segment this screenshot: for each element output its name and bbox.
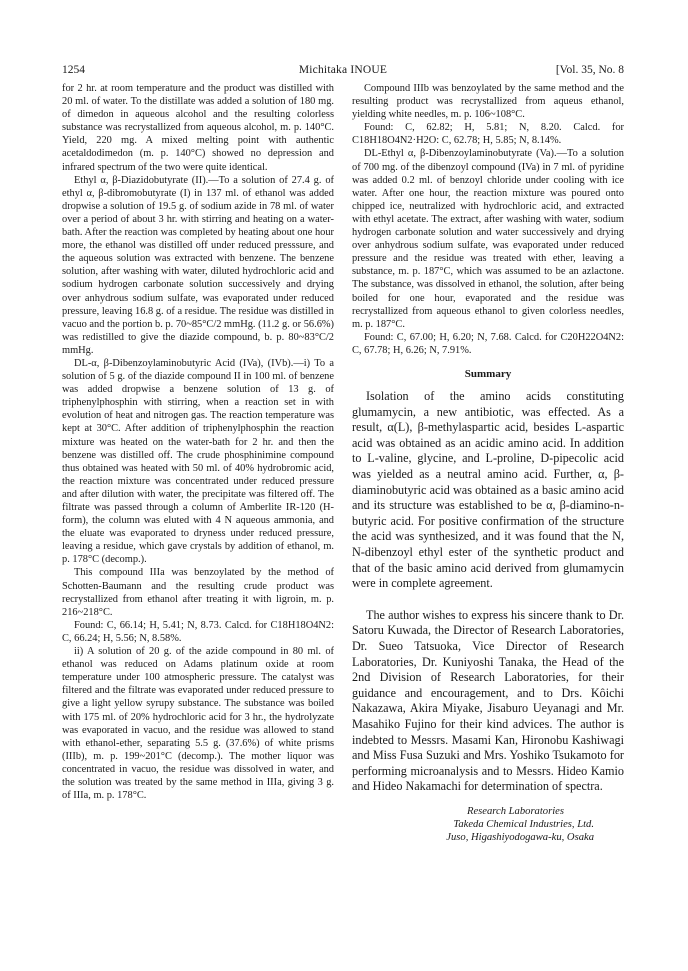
paragraph-diazidobutyrate: Ethyl α, β-Diazidobutyrate (II).—To a solution of 27.4 g. of ethyl α, β-dibromobutyrate (I) in 137 ml. of ethanol was added dropwise a solution of 19.5 g. of sodium azide in 78 ml. of water over a period of about 3 hr. with stirring and heating on a water-bath. After the reaction was completed by heating about one hour more, the ethanol was distilled off under reduced presssure, and the aqueous solution was extracted with benzene. The benzene solution, after washing with water, diluted hydrochloric acid and sodium hydrogen carbonate solution successively and drying over anhydrous sodium sulfate, was evaporated under reduced pressure, leaving 16.8 g. of a residue. The residue was distilled in vacuo and the portion b. p. 70~85°C/2 mmHg. (11.2 g. or 56.6%) was redistilled to give the diazide compound, b. p. 80~83°C/2 mmHg. xyxy=(62,174,334,356)
paragraph-benzoylation-iiia: This compound IIIa was benzoylated by the method of Schotten-Baumann and the resulting crude product was recrystallized from ethanol after treating it with ligroin, m. p. 216~218°C. xyxy=(62,567,334,618)
acknowledgment-paragraph: The author wishes to express his sincere thank to Dr. Satoru Kuwada, the Director of Research Laboratories, Dr. Sueo Tatsuoka, Vice Director of Research Laboratories, Dr. Kuniyoshi Tanaka, the Head of the 2nd Division of Research Laboratories, for their guidance and encouragement, and to Drs. Kôichi Nakazawa, Akira Miyake, Jisaburo Ueyanagi and Mr. Masahiko Fujino for their kind advices. The author is indebted to Messrs. Masami Kan, Hironobu Kashiwagi and Miss Fusa Suzuki and Mrs. Yoshiko Tsukamoto for performing microanalysis and to Messrs. Hideo Kamio and Hideo Nakamachi for determination of spectra. xyxy=(352,607,624,794)
analysis-found-iva: Found: C, 66.14; H, 5.41; N, 8.73. Calcd. for C18H18O4N2: C, 66.24; H, 5.56; N, 8.58%. xyxy=(62,619,334,644)
affiliation-block xyxy=(352,805,624,845)
paragraph-continuation: for 2 hr. at room temperature and the product was distilled with 20 ml. of water. To the distillate was added a solution of 180 mg. of dimedon in aqueous alcohol and the resulting colorless substance was recrystallized from aqueous alcohol, m. p. 140°C. Yield, 220 mg. A mixed melting point with authentic acetaldodimedon (m. p. 140°C) showed no depression and infrared spectrum of the two were quite identical. xyxy=(62,83,334,173)
paragraph-dibenzoylaminobutyric-acid: DL-α, β-Dibenzoylaminobutyric Acid (IVa), (IVb).—i) To a solution of 5 g. of the diazide compound II in 100 ml. of benzene was added dropwise a benzene solution of 13 g. of triphenylphosphin with stirring, when a reaction set in with evolution of heat and nitrogen gas. The reaction temperature was kept at 30°C. After addition of triphenylphosphin the reaction mixture was heated on the water-bath for 2 hr. and then the benzene was distilled off. The crude phosphinimine compound thus obtained was heated with 50 ml. of 40% hydrobromic acid, the reaction mixture was concentrated under reduced pressure and after dilution with water, the precipitate was filtered off. The filtrate was passed through a column of Amberlite IR-120 (H-form), the column was eluted with 4 N aqueous ammonia, and the eluate was evaporated to dryness under reduced pressure, leaving a residue, which gave crystals by addition of ethanol, m. p. 178°C (decomp.). xyxy=(62,357,334,566)
affiliation-line: Research Laboratories xyxy=(466,805,564,817)
affiliation-line: Juso, Higashiyodogawa-ku, Osaka xyxy=(446,832,594,844)
paragraph-ethyl-dibenzoylaminobutyrate: DL-Ethyl α, β-Dibenzoylaminobutyrate (Va).—To a solution of 700 mg. of the dibenzoyl compound (IVa) in 7 ml. of pyridine was added 0.2 ml. of benzoyl chloride under cooling with ice water. After one hour, the reaction mixture was poured onto chipped ice, neutralized with hydrochloric acid, and extracted with ethyl acetate. The extract, after washing with water, sodium hydrogen carbonate solution and water successively and drying over anhydrous sodium sulfate, was evaporated under reduced pressure and the residue was treated with ether, leaving a substance, m. p. 187°C, which was assumed to be an azlactone. The substance, was dissolved in ethanol, the solution, after being boiled for one hour, evaporated and the residue was recrystallized from aqueous ethanol to given colorless needles, m. p. 187°C. xyxy=(352,148,624,330)
analysis-found-ivb: Found: C, 62.82; H, 5.81; N, 8.20. Calcd. for C18H18O4N2·H2O: C, 62.78; H, 5.85; N, 8.14%. xyxy=(352,122,624,147)
page-number: 1254 xyxy=(62,64,85,76)
summary-heading: Summary xyxy=(464,367,512,380)
running-author: Michitaka INOUE xyxy=(298,64,388,76)
left-column xyxy=(62,82,334,802)
summary-paragraph: Isolation of the amino acids constituting glumamycin, a new antibiotic, was effected. As a result, α(L), β-methylaspartic acid, besides L-aspartic acid was obtained as an acidic amino acid. In addition to L-valine, glycine, and L-proline, D-pipecolic acid was yielded as a neutral amino acid. Further, α, β-diaminobutyric acid was obtained as a basic amino acid and its structure was established to be α, β-diamino-n-butyric acid. For positive confirmation of the structure the acid was synthesized, and it was found that the N, N-dibenzoyl ethyl ester of the synthetic product and that of the basic amino acid derived from glumamycin were in complete agreement. xyxy=(352,389,624,591)
analysis-found-va: Found: C, 67.00; H, 6.20; N, 7.68. Calcd. for C20H22O4N2: C, 67.78; H, 6.26; N, 7.91%. xyxy=(352,331,624,356)
affiliation-line: Takeda Chemical Industries, Ltd. xyxy=(453,819,594,831)
volume-info: [Vol. 35, No. 8 xyxy=(555,64,624,76)
running-header xyxy=(62,62,624,78)
right-column xyxy=(352,82,624,845)
paragraph-benzoylation-iiib: Compound IIIb was benzoylated by the same method and the resulting product was recrystallized from aqueus ethanol, yielding white needles, m. p. 106~108°C. xyxy=(352,83,624,121)
paragraph-reduction-ii: ii) A solution of 20 g. of the azide compound in 80 ml. of ethanol was reduced on Adams platinum oxide at room temperature under 100 atmospheric pressure. The catalyst was filtered and the filtrate was evaporated under reduced pressure to give a light yellow syrupy substance. The substance was boiled with 175 ml. of 20% hydrochloric acid for 3 hr., the hydrolyzate was evaporated in vacuo, and the residue was allowed to stand with ethanol-ether, separating 5.5 g. (37.6%) of white prisms (IIIb), m. p. 199~201°C (decomp.). The mother liquor was concentrated in vacuo, the residue was dissolved in water, and the solution was treated by the same method in IIIa, giving 3 g. of IIIa, m. p. 178°C. xyxy=(62,646,334,802)
